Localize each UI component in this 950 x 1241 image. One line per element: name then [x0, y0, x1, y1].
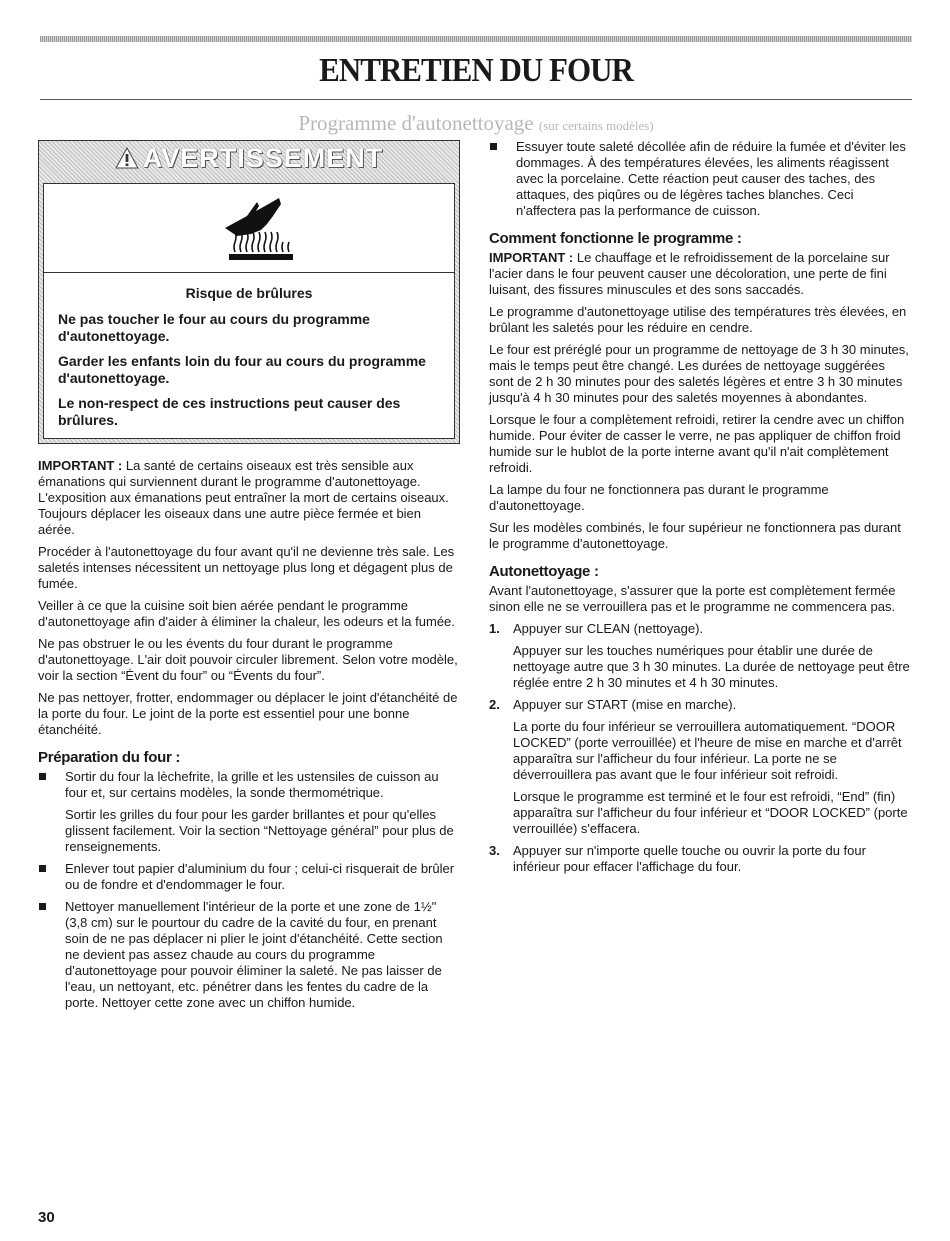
- step-item: [489, 621, 911, 691]
- warning-line: Garder les enfants loin du four au cours du programme d'autonettoyage.: [58, 353, 426, 386]
- step-number: 1.: [489, 621, 500, 636]
- list-item: [38, 861, 458, 893]
- section-title: [40, 111, 912, 136]
- list-item-text: Nettoyer manuellement l'intérieur de la porte et une zone de 1½" (3,8 cm) sur le pourtour du cadre de la cavité du four, en prenant soin de ne pas déplacer ni plier le joint d'étanchéité. Cette section ne devient pas assez chaude au cours du programme d'autonettoyage pour pouvoir éliminer la saleté. Ne pas laisser de l'eau, un nettoyant, etc. pénétrer dans les fentes du cadre de la porte. Nettoyer cette zone avec un chiffon humide.: [65, 899, 443, 1010]
- list-item: [489, 139, 911, 219]
- title-divider: [40, 99, 912, 100]
- paragraph: Sur les modèles combinés, le four supérieur ne fonctionnera pas durant le programme d'autonettoyage.: [489, 520, 901, 551]
- step-text: Appuyer sur CLEAN (nettoyage).: [513, 621, 704, 636]
- list-item: [38, 769, 458, 855]
- warning-line: Ne pas toucher le four au cours du programme d'autonettoyage.: [58, 311, 370, 344]
- autoclean-intro: Avant l'autonettoyage, s'assurer que la porte est complètement fermée sinon elle ne se verrouillera pas et le programme ne commencera pas.: [489, 583, 896, 614]
- warning-heading: [39, 143, 459, 173]
- paragraph: Lorsque le four a complètement refroidi, retirer la cendre avec un chiffon humide. Pour éviter de casser le verre, ne pas appliquer de chiffon froid humide sur le hublot de la porte interne avant qu'il n'ait complètement refroidi.: [489, 412, 905, 475]
- list-item-text: Sortir du four la lèchefrite, la grille et les ustensiles de cuisson au four et, sur certains modèles, la sonde thermométrique.: [65, 769, 439, 800]
- important-text: Le chauffage et le refroidissement de la porcelaine sur l'acier dans le four peuvent causer une décoloration, une perte de fini luisant, des fissures minuscules et des sons saccadés.: [489, 250, 890, 297]
- important-note: [38, 458, 458, 538]
- step-sub: Appuyer sur les touches numériques pour établir une durée de nettoyage autre que 3 h 30 minutes. La durée de nettoyage peut être réglée entre 2 h 30 minutes et 4 h 30 minutes.: [513, 643, 910, 690]
- section-title-text: Programme d'autonettoyage: [298, 111, 534, 135]
- steps-list: [489, 621, 911, 875]
- header-bar: [40, 36, 912, 42]
- hazard-symbol-area: [43, 183, 455, 273]
- section-title-note: (sur certains modèles): [538, 118, 654, 133]
- list-item-text: Essuyer toute saleté décollée afin de réduire la fumée et d'éviter les dommages. À des températures élevées, les aliments réagissent avec la porcelaine. Cette réaction peut causer des taches, des attaques, des piqûres ou de légères taches blanches. Ceci n'affectera pas la performance de cuisson.: [516, 139, 906, 218]
- paragraph: Ne pas obstruer le ou les évents du four durant le programme d'autonettoyage. L'air doit pouvoir circuler librement. Selon votre modèle, voir la section “Évent du four” ou “Évents du four”.: [38, 636, 458, 683]
- important-label: IMPORTANT :: [38, 458, 123, 473]
- how-important-note: [489, 250, 911, 298]
- step-item: [489, 843, 911, 875]
- warning-heading-text: AVERTISSEMENT: [142, 143, 384, 173]
- list-item: [38, 899, 458, 1011]
- prep-heading: Préparation du four :: [38, 749, 181, 766]
- step-text: Appuyer sur n'importe quelle touche ou ouvrir la porte du four inférieur pour effacer l'affichage du four.: [513, 843, 866, 874]
- step-text: Appuyer sur START (mise en marche).: [513, 697, 737, 712]
- step-number: 2.: [489, 697, 500, 712]
- warning-box: [38, 140, 460, 444]
- left-column: [38, 140, 458, 1017]
- page-number: 30: [38, 1209, 55, 1226]
- warning-line: Le non-respect de ces instructions peut causer des brûlures.: [58, 395, 401, 428]
- how-it-works-heading: Comment fonctionne le programme :: [489, 230, 742, 247]
- important-label: IMPORTANT :: [489, 250, 574, 265]
- step-item: [489, 697, 911, 837]
- step-sub: La porte du four inférieur se verrouillera automatiquement. “DOOR LOCKED” (porte verrouillée) et l'heure de mise en marche et d'arrêt apparaîtra sur l'afficheur du four inférieur. La porte ne se déverrouillera pas avant que le four inférieur soit refroidi.: [513, 719, 902, 782]
- right-column: [489, 139, 911, 881]
- page-title: ENTRETIEN DU FOUR: [319, 50, 633, 89]
- hot-surface-hand-icon: [221, 194, 301, 262]
- step-number: 3.: [489, 843, 500, 858]
- prep-list: [38, 769, 458, 1011]
- paragraph: Procéder à l'autonettoyage du four avant qu'il ne devienne très sale. Les saletés intenses nécessitent un nettoyage plus long et dégagent plus de fumée.: [38, 544, 455, 591]
- paragraph: Veiller à ce que la cuisine soit bien aérée pendant le programme d'autonettoyage afin d'aider à éliminer la chaleur, les odeurs et la fumée.: [38, 598, 455, 629]
- paragraph: Le programme d'autonettoyage utilise des températures très élevées, en brûlant les saletés pour les réduire en cendre.: [489, 304, 907, 335]
- list-item-sub: Sortir les grilles du four pour les garder brillantes et pour qu'elles glissent facilement. Voir la section “Nettoyage général” pour plus de renseignements.: [65, 807, 454, 854]
- paragraph: Le four est préréglé pour un programme de nettoyage de 3 h 30 minutes, mais le temps peut être changé. Les durées de nettoyage suggérées sont de 2 h 30 minutes pour des saletés légères et entre 3 h 30 minutes jusqu'à 4 h 30 minutes pour des saletés moyennes à abondantes.: [489, 342, 909, 405]
- warning-triangle-icon: [115, 147, 139, 169]
- paragraph: Ne pas nettoyer, frotter, endommager ou déplacer le joint d'étanchéité de la porte du four. Le joint de la porte est essentiel pour une bonne étanchéité.: [38, 690, 458, 737]
- warning-text: [43, 273, 455, 439]
- list-item-text: Enlever tout papier d'aluminium du four ; celui-ci risquerait de brûler ou de fondre et d'endommager le four.: [65, 861, 455, 892]
- autoclean-heading: Autonettoyage :: [489, 563, 599, 580]
- paragraph: La lampe du four ne fonctionnera pas durant le programme d'autonettoyage.: [489, 482, 829, 513]
- step-sub: Lorsque le programme est terminé et le four est refroidi, “End” (fin) apparaîtra sur l'afficheur du four inférieur et “DOOR LOCKED” (porte verrouillée) s'effacera.: [513, 789, 908, 836]
- important-text: La santé de certains oiseaux est très sensible aux émanations qui surviennent durant le programme d'autonettoyage. L'exposition aux émanations peut entraîner la mort de certains oiseaux. Toujours déplacer les oiseaux dans une autre pièce fermée et bien aérée.: [38, 458, 449, 537]
- risk-title: Risque de brûlures: [185, 285, 313, 301]
- cleaning-list: [489, 139, 911, 219]
